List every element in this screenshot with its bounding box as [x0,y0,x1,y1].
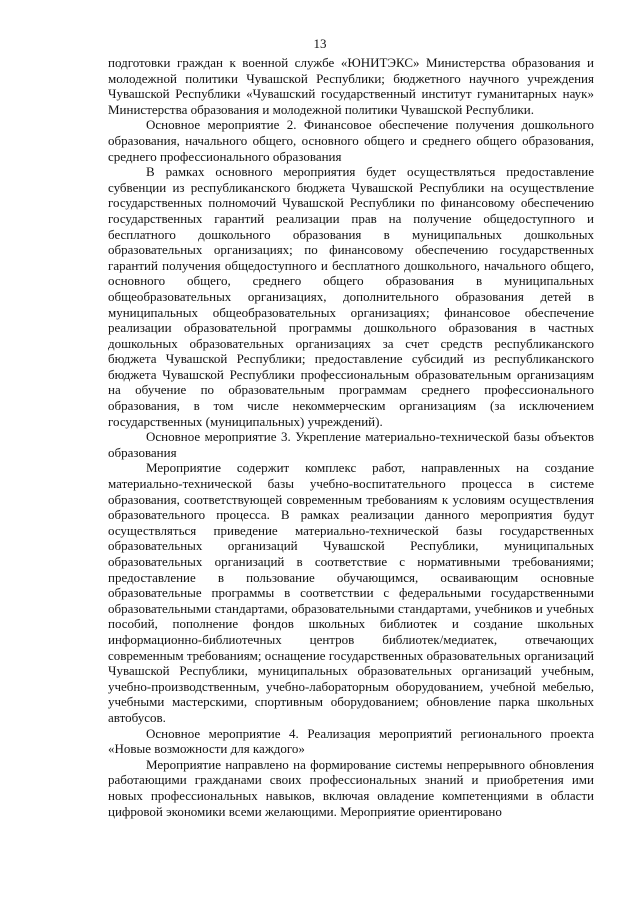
document-body [108,55,594,819]
paragraph-4-heading: Основное мероприятие 3. Укрепление материально-технической базы объектов образования [108,429,594,460]
paragraph-6-heading: Основное мероприятие 4. Реализация мероприятий регионального проекта «Новые возможности для каждого» [108,725,594,757]
paragraph-3: В рамках основного мероприятия будет осуществляться предоставление субвенции из республиканского бюджета Чувашской Республики на осуществление государственных полномочий Чувашской Республики по финансовому обеспечению государственных гарантий реализации прав на получение общедоступного и бесплатного дошкольного образования в муниципальных дошкольных образовательных организациях; по финансовому обеспечению государственных гарантий получения общедоступного и бесплатного дошкольного, начального общего, основного общего, среднего общего образования в муниципальных общеобразовательных организациях, дополнительного образования детей в муниципальных общеобразовательных организациях; финансовое обеспечение реализации образовательной программы дошкольного образования в частных дошкольных образовательных организациях за счет средств республиканского бюджета Чувашской Республики; предоставление субсидий из республиканского бюджета Чувашской Республики профессиональным образовательным организациям на обучение по образовательным программам среднего профессионального образования, в том числе некоммерческим организациям (за исключением государственных (муниципальных) учреждений). [108,164,594,429]
paragraph-5: Мероприятие содержит комплекс работ, направленных на создание материально-технической базы учебно-воспитательного процесса в системе образования, соответствующей современным требованиям к условиям осуществления образовательного процесса. В рамках реализации данного мероприятия будут осуществляться приведение материально-технической базы государственных образовательных организаций Чувашской Республики, муниципальных образовательных организаций в соответствие с нормативными требованиями; предоставление в пользование обучающимся, осваивающим основные образовательные программы в соответствии с федеральными государственными образовательными стандартами, образовательными стандартами, учебников и учебных пособий, пополнение фондов школьных библиотек и создание школьных информационно-библиотечных центров библиотек/медиатек, отвечающих современным требованиям; оснащение государственных образовательных организаций Чувашской Республики, муниципальных образовательных организаций учебным, учебно-производственным, учебно-лабораторным оборудованием, учебной мебелью, учебными мастерскими, спортивным оборудованием; обновление парка школьных автобусов. [108,460,594,725]
paragraph-7: Мероприятие направлено на формирование системы непрерывного обновления работающими гражданами своих профессиональных знаний и приобретения ими новых профессиональных навыков, включая овладение компетенциями в области цифровой экономики всеми желающими. Мероприятие ориентировано [108,756,594,819]
page-number: 13 [313,36,327,51]
paragraph-2-heading: Основное мероприятие 2. Финансовое обеспечение получения дошкольного образования, начального общего, основного общего и среднего общего образования, среднего профессионального образования [108,117,594,164]
paragraph-1: подготовки граждан к военной службе «ЮНИТЭКС» Министерства образования и молодежной политики Чувашской Республики; бюджетного научного учреждения Чувашской Республики «Чувашский государственный институт гуманитарных наук» Министерства образования и молодежной политики Чувашской Республики. [108,55,594,117]
